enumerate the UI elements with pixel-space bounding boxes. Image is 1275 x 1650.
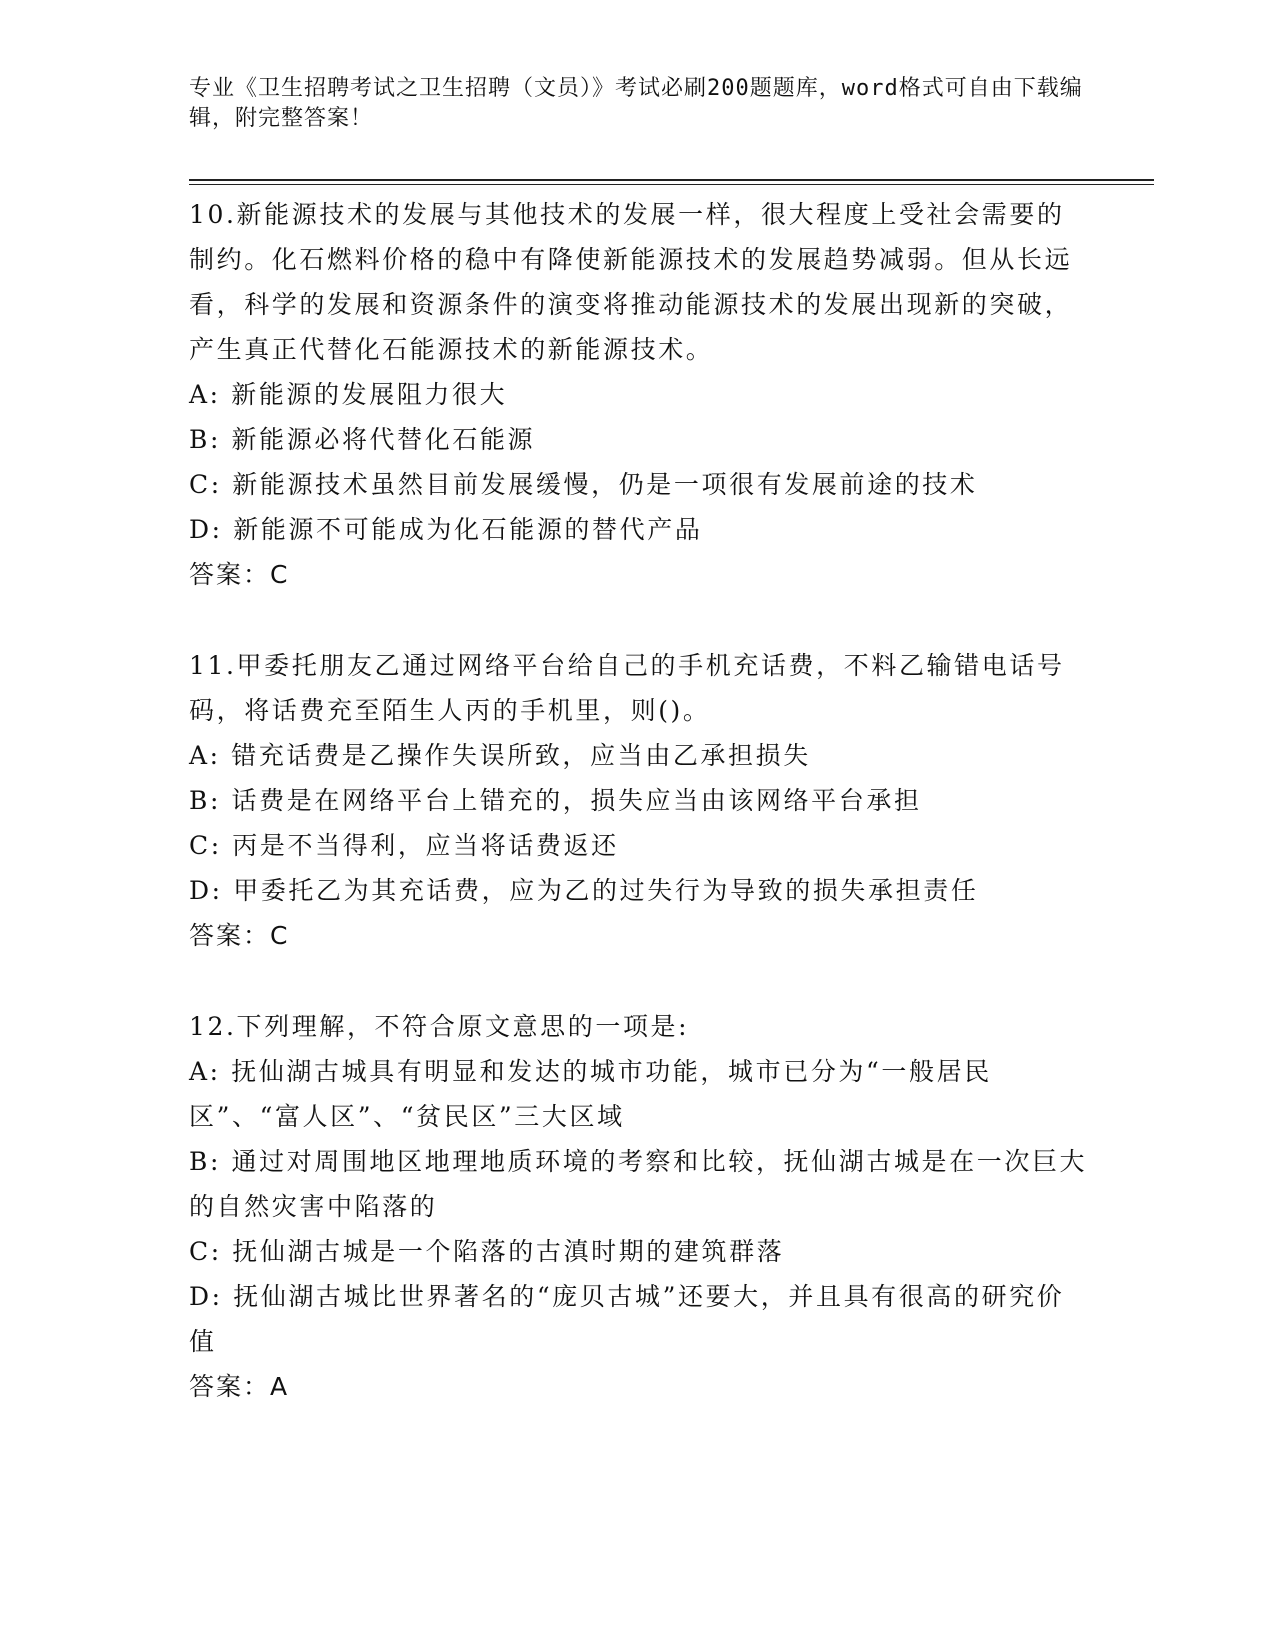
option-c: C: 抚仙湖古城是一个陷落的古滇时期的建筑群落	[189, 1237, 785, 1266]
header-divider-thin	[189, 184, 1154, 185]
option-a: A: 错充话费是乙操作失误所致，应当由乙承担损失	[189, 741, 811, 770]
answer-line: 答案：C	[189, 560, 290, 589]
question-text: 11.甲委托朋友乙通过网络平台给自己的手机充话费，不料乙输错电话号码，将话费充至陌生人丙的手机里，则()。	[189, 651, 1065, 725]
answer-line: 答案：C	[189, 921, 290, 950]
question-11	[189, 643, 1089, 958]
question-text: 10.新能源技术的发展与其他技术的发展一样，很大程度上受社会需要的制约。化石燃料价格的稳中有降使新能源技术的发展趋势减弱。但从长远看，科学的发展和资源条件的演变将推动能源技术的发展出现新的突破，产生真正代替化石能源技术的新能源技术。	[189, 200, 1073, 364]
document-header: 专业《卫生招聘考试之卫生招聘（文员）》考试必刷200题题库，word格式可自由下载编辑，附完整答案！	[189, 76, 1083, 131]
option-b: B: 通过对周围地区地理地质环境的考察和比较，抚仙湖古城是在一次巨大的自然灾害中陷落的	[189, 1147, 1088, 1221]
option-c: C: 新能源技术虽然目前发展缓慢，仍是一项很有发展前途的技术	[189, 470, 978, 499]
answer-line: 答案：A	[189, 1372, 290, 1401]
question-text: 12.下列理解，不符合原文意思的一项是:	[189, 1012, 690, 1041]
option-d: D: 甲委托乙为其充话费，应为乙的过失行为导致的损失承担责任	[189, 876, 979, 905]
option-a: A: 抚仙湖古城具有明显和发达的城市功能，城市已分为“一般居民区”、“富人区”、“贫民区”三大区域	[189, 1057, 992, 1131]
header-divider-thick	[189, 179, 1154, 181]
option-d: D: 新能源不可能成为化石能源的替代产品	[189, 515, 703, 544]
option-b: B: 新能源必将代替化石能源	[189, 425, 536, 454]
option-a: A: 新能源的发展阻力很大	[189, 380, 508, 409]
option-b: B: 话费是在网络平台上错充的，损失应当由该网络平台承担	[189, 786, 922, 815]
question-list	[189, 192, 1089, 1455]
question-12	[189, 1004, 1089, 1409]
question-10	[189, 192, 1089, 597]
option-d: D: 抚仙湖古城比世界著名的“庞贝古城”还要大，并且具有很高的研究价值	[189, 1282, 1065, 1356]
option-c: C: 丙是不当得利，应当将话费返还	[189, 831, 619, 860]
